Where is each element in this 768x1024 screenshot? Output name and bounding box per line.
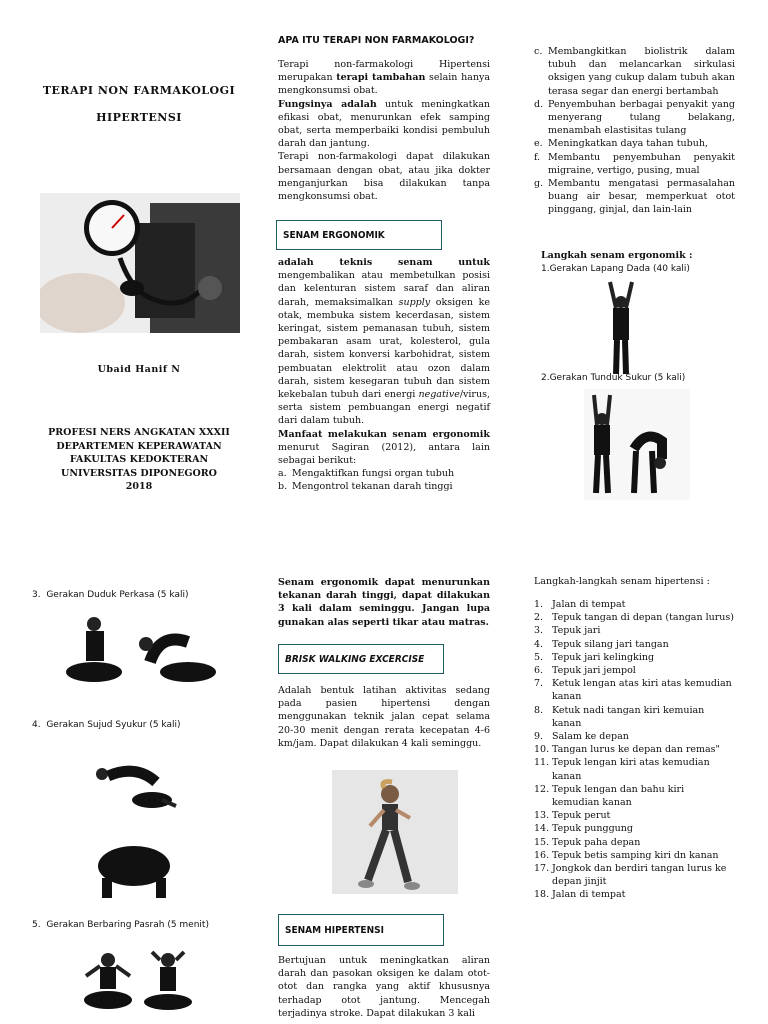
- list-item: 6. Tepuk jari jempol: [534, 665, 636, 677]
- cover-year: 2018: [125, 481, 153, 492]
- step-lapang-dada: 1.Gerakan Lapang Dada (40 kali): [541, 264, 690, 274]
- cover-author: Ubaid Hanif N: [97, 364, 181, 375]
- step-berbaring-pasrah: 5. Gerakan Berbaring Pasrah (5 menit): [32, 920, 209, 930]
- list-item: 13. Tepuk perut: [534, 810, 611, 822]
- list-item: 8. Ketuk nadi tangan kiri kemuian kanan: [534, 704, 705, 729]
- list-item: 10. Tangan lurus ke depan dan remas": [534, 744, 720, 756]
- tunduk-sukur-figure: [584, 389, 690, 500]
- senam-ergonomik-definition: adalah teknis senam untuk mengembalikan atau membetulkan posisi dan kelenturan sistem saraf dan aliran darah, memaksimalkan supply oksigen ke otak, membuka sistem kecerdasan, sistem keringat, sistem pemanasan tubuh, sistem pembakaran asam urat, kolesterol, gula darah, sistem konversi karbohidrat, sistem pembuatan elektrolit atau ozon dalam darah, sistem kesegaran tubuh dan sistem kekebalan tubuh dari energi negative/virus, serta sistem pembuangan energi negatif dari dalam tubuh.: [278, 257, 490, 427]
- blood-pressure-photo: [40, 193, 240, 333]
- apa-itu-p2: Fungsinya adalah untuk meningkatkan efikasi obat, menurunkan efek samping obat, serta memperbaiki kondisi pembuluh darah dan jantung.: [278, 98, 490, 150]
- list-item: 14. Tepuk punggung: [534, 823, 633, 835]
- list-item: 4. Tepuk silang jari tangan: [534, 638, 669, 650]
- manfaat-intro: Manfaat melakukan senam ergonomik menurut Sagiran (2012), antara lain sebagai berikut:: [278, 428, 490, 467]
- senam-ergonomik-closing: Senam ergonomik dapat menurunkan tekanan darah tinggi, dapat dilakukan 3 kali dalam seminggu. Jangan lupa gunakan alas seperti tikar atau matras.: [278, 577, 490, 628]
- list-item: 3. Tepuk jari: [534, 625, 601, 637]
- list-item: 15. Tepuk paha depan: [534, 836, 641, 848]
- list-item: 9. Salam ke depan: [534, 731, 629, 743]
- step-sujud-syukur: 4. Gerakan Sujud Syukur (5 kali): [32, 720, 181, 730]
- cover-inst-line3: FAKULTAS KEDOKTERAN: [69, 454, 209, 465]
- benefit-list-part2: [534, 45, 735, 217]
- hipertensi-steps-list: [534, 598, 734, 902]
- cover-title: [30, 84, 248, 124]
- walking-woman-photo: [332, 770, 458, 894]
- duduk-perkasa-figure: [60, 612, 220, 688]
- step-duduk-perkasa: 3. Gerakan Duduk Perkasa (5 kali): [32, 590, 189, 600]
- list-item: 12. Tepuk lengan dan bahu kiri kemudian kanan: [534, 783, 685, 809]
- berbaring-pasrah-figure: [80, 950, 200, 1012]
- list-item: 2. Tepuk tangan di depan (tangan lurus): [534, 612, 734, 624]
- list-item: 18. Jalan di tempat: [534, 889, 626, 901]
- ergonomik-steps-title: Langkah senam ergonomik :: [541, 250, 693, 261]
- senam-hipertensi-text: Bertujuan untuk meningkatkan aliran darah dan pasokan oksigen ke dalam otot-otot dan rangka yang aktif khususnya terhadap otot jantung. Mencegah terjadinya stroke. Dapat dilakukan 3 kali: [278, 955, 490, 1019]
- cover-inst-line4: UNIVERSITAS DIPONEGORO: [61, 467, 217, 479]
- list-item: g. Membantu mengatasi permasalahan buang air besar, memperkuat otot pinggang, ginjal, dan lain-lain: [534, 178, 735, 216]
- list-item: f. Membantu penyembuhan penyakit migraine, vertigo, pusing, mual: [534, 151, 735, 176]
- benefit-list-part1: [278, 467, 490, 493]
- cover-inst-line2: DEPARTEMEN KEPERAWATAN: [56, 440, 222, 452]
- apa-itu-body: [278, 58, 490, 203]
- step-tunduk-sukur: 2.Gerakan Tunduk Sukur (5 kali): [541, 373, 686, 383]
- cover-inst-line1: PROFESI NERS ANGKATAN XXXII: [48, 427, 230, 438]
- list-item: d. Penyembuhan berbagai penyakit yang menyerang tulang belakang, menambah elastisitas tulang: [534, 98, 735, 137]
- list-item: 5. Tepuk jari kelingking: [534, 651, 655, 663]
- list-item: 16. Tepuk betis samping kiri dn kanan: [534, 849, 719, 861]
- cover-institution: [30, 426, 248, 494]
- list-item: b. Mengontrol tekanan darah tinggi: [278, 481, 453, 493]
- list-item: 1. Jalan di tempat: [534, 599, 626, 610]
- list-item: 11. Tepuk lengan kiri atas kemudian kanan: [534, 757, 710, 782]
- brisk-walking-heading: BRISK WALKING EXCERCISE: [278, 644, 444, 674]
- lapang-dada-figure: [596, 278, 646, 378]
- list-item: 17. Jongkok dan berdiri tangan lurus ke depan jinjit: [534, 863, 727, 888]
- sujud-syukur-figure-1: [90, 760, 180, 812]
- list-item: c. Membangkitkan biolistrik dalam tubuh dan melancarkan sirkulasi oksigen yang cukup dalam tubuh akan terasa segar dan energi bertambah: [534, 46, 735, 97]
- apa-itu-p3: Terapi non-farmakologi dapat dilakukan bersamaan dengan obat, atau jika dokter menganjurkan bisa dilakukan tanpa mengkonsumsi obat.: [278, 151, 490, 203]
- apa-itu-p1: Terapi non-farmakologi Hipertensi merupakan terapi tambahan selain hanya mengkonsumsi obat.: [278, 59, 490, 97]
- sujud-syukur-figure-2: [92, 842, 176, 900]
- brisk-walking-text: Adalah bentuk latihan aktivitas sedang pada pasien hipertensi dengan menggunakan teknik jalan cepat selama 20-30 menit dengan rerata kecepatan 4-6 km/jam. Dapat dilakukan 4 kali seminggu.: [278, 685, 490, 749]
- cover-title-line2: HIPERTENSI: [96, 111, 182, 124]
- list-item: e. Meningkatkan daya tahan tubuh,: [534, 138, 708, 150]
- senam-ergonomik-heading: SENAM ERGONOMIK: [276, 220, 442, 250]
- list-item: 7. Ketuk lengan atas kiri atas kemudian kanan: [534, 678, 732, 703]
- list-item: a. Mengaktifkan fungsi organ tubuh: [278, 468, 455, 480]
- apa-itu-heading: APA ITU TERAPI NON FARMAKOLOGI?: [278, 35, 475, 46]
- hipertensi-steps-title: Langkah-langkah senam hipertensi :: [534, 576, 710, 587]
- senam-ergonomik-body: [278, 256, 490, 494]
- sphygmomanometer-illustration: [40, 193, 240, 333]
- cover-title-line1: TERAPI NON FARMAKOLOGI: [42, 84, 236, 97]
- senam-hipertensi-heading: SENAM HIPERTENSI: [278, 914, 444, 946]
